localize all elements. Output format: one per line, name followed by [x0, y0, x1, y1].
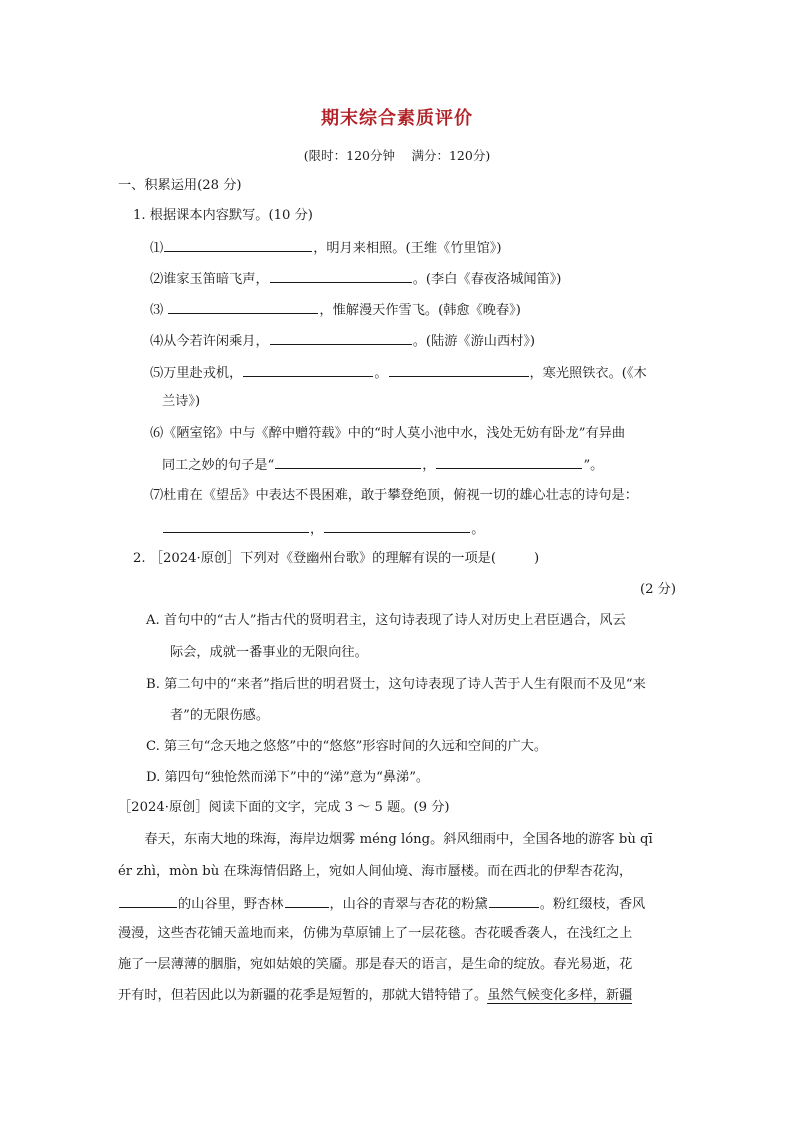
- q1-item-3-prefix: ⑶: [150, 303, 168, 318]
- q2-option-c[interactable]: C. 第三句“念天地之悠悠”中的“悠悠”形容时间的久远和空间的广大。: [146, 739, 548, 754]
- q1-item-6-suffix: ”。: [583, 458, 604, 473]
- q1-item-1-suffix: ，明月来相照。(王维《竹里馆》): [313, 241, 502, 256]
- answer-blank[interactable]: [324, 518, 470, 533]
- q1-item-5-suffix: ，寒光照铁衣。(《木: [529, 366, 647, 381]
- q1-item-7-mid: ，: [310, 522, 324, 537]
- passage-line: 漫漫，这些杏花铺天盖地而来，仿佛为草原铺上了一层花毯。杏花暖香袭人，在浅红之上: [118, 926, 633, 941]
- question-2-stem: [133, 549, 539, 569]
- q2-option-a[interactable]: A. 首句中的“古人”指古代的贤明君主，这句诗表现了诗人对历史上君臣遇合，风云: [146, 613, 626, 628]
- answer-blank[interactable]: [275, 454, 421, 469]
- q1-item-5-continued: 兰诗》): [162, 394, 201, 409]
- q1-item-2-suffix: 。(李白《春夜洛城闻笛》): [412, 272, 562, 287]
- q1-item-5: [150, 362, 647, 384]
- exam-time-and-score: (限时：120分钟 满分：120分): [303, 148, 491, 163]
- underlined-sentence: 虽然气候变化多样，新疆: [487, 988, 633, 1003]
- q1-item-6-mid: ，: [422, 458, 436, 473]
- answer-blank[interactable]: [243, 362, 373, 377]
- q1-item-2-prefix: ⑵谁家玉笛暗飞声，: [150, 272, 269, 287]
- q1-item-2: [150, 268, 561, 290]
- q2-option-b[interactable]: B. 第二句中的“来者”指后世的明君贤士，这句诗表现了诗人苦于人生有限而不及见“来: [146, 677, 646, 692]
- q1-item-1-prefix: ⑴: [150, 241, 164, 256]
- passage-line: 施了一层薄薄的胭脂，宛如姑娘的笑靥。那是春天的语言，是生命的绽放。春光易逝，花: [118, 957, 633, 972]
- answer-blank[interactable]: [164, 237, 312, 252]
- q1-item-4: [150, 330, 535, 352]
- q1-item-3: [150, 299, 521, 321]
- q1-item-5-mid: 。: [374, 366, 388, 381]
- answer-blank[interactable]: [436, 454, 582, 469]
- q1-item-7: ⑺杜甫在《望岳》中表达不畏困难，敢于攀登绝顶，俯视一切的雄心壮志的诗句是：: [150, 488, 638, 503]
- passage-intro: ［2024·原创］阅读下面的文字，完成 3 ～ 5 题。(9 分): [118, 800, 450, 815]
- q1-item-6-prefix: 同工之妙的句子是“: [162, 458, 275, 473]
- q2-option-b-continued: 者”的无限伤感。: [170, 708, 270, 723]
- answer-blank[interactable]: [163, 518, 309, 533]
- page-title: 期末综合素质评价: [321, 108, 473, 129]
- passage-line: 春天，东南大地的珠海，海岸边烟雾 méng lóng。斜风细雨中，全国各地的游客 bù qī: [118, 832, 653, 847]
- q2-stem-close: ): [533, 551, 540, 566]
- q1-item-6-continued: [162, 454, 603, 476]
- q1-item-3-suffix: ，惟解漫天作雪飞。(韩愈《晚春》): [319, 303, 521, 318]
- answer-blank[interactable]: [489, 893, 539, 908]
- q1-item-7-suffix: 。: [471, 522, 485, 537]
- passage-line: ér zhì，mòn bù 在珠海情侣路上，宛如人间仙境、海市蜃楼。而在西北的伊犁杏花沟，: [118, 864, 633, 879]
- answer-blank[interactable]: [270, 330, 412, 345]
- q1-item-5-prefix: ⑸万里赴戎机，: [150, 366, 243, 381]
- answer-blank[interactable]: [168, 299, 318, 314]
- q2-score: (2 分): [639, 582, 676, 597]
- passage-line: [118, 893, 645, 915]
- q1-item-6: ⑹《陋室铭》中与《醉中赠符载》中的“时人莫小池中水，浅处无妨有卧龙”有异曲: [150, 426, 626, 441]
- question-1-stem: 1. 根据课本内容默写。(10 分): [133, 208, 313, 223]
- q1-item-7-continued: [162, 518, 484, 540]
- passage-line: [118, 986, 632, 1006]
- q1-item-4-prefix: ⑷从今若许闲乘月，: [150, 334, 269, 349]
- answer-blank[interactable]: [389, 362, 529, 377]
- q2-option-a-continued: 际会，成就一番事业的无限向往。: [170, 645, 368, 660]
- passage-text: 。粉红缀枝，香风: [539, 897, 646, 912]
- answer-blank[interactable]: [270, 268, 412, 283]
- section-heading: 一、积累运用(28 分): [118, 178, 242, 193]
- answer-blank[interactable]: [119, 893, 177, 908]
- q1-item-4-suffix: 。(陆游《游山西村》): [412, 334, 536, 349]
- passage-text: 的山谷里，野杏林: [178, 897, 284, 912]
- passage-text: ，山谷的青翠与杏花的粉黛: [329, 897, 488, 912]
- q2-option-d[interactable]: D. 第四句“独怆然而涕下”中的“涕”意为“鼻涕”。: [146, 770, 430, 785]
- passage-text: 开有时，但若因此以为新疆的花季是短暂的，那就大错特错了。: [118, 988, 488, 1003]
- answer-blank[interactable]: [285, 893, 329, 908]
- q1-item-1: [150, 237, 502, 259]
- q2-stem-text: 2. ［2024·原创］下列对《登幽州台歌》的理解有误的一项是(: [133, 551, 496, 566]
